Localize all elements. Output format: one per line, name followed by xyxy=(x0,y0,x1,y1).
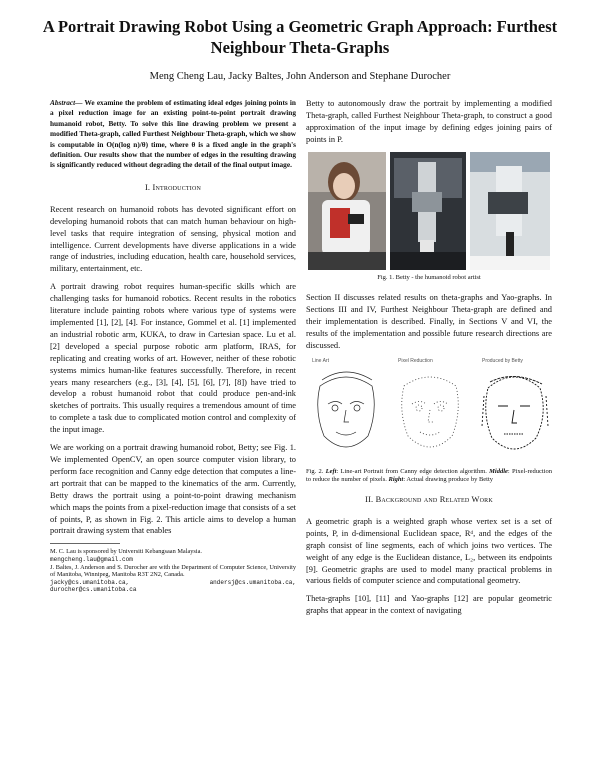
figure-2-middle-text: : Pixel-reduction to reduce the number of pixels. xyxy=(306,467,553,484)
figure-2-left-label: Left xyxy=(325,467,337,475)
intro-paragraph: Recent research on humanoid robots has devoted significant effort on developing humanoid robots that can match human behaviour on high-level tasks that require integration of sensing, physical motion and intelligence. Current developments have diverse applications in a wide range of industries, including education, health care, household services, military, entertainment, etc. xyxy=(50,204,296,274)
paper-title: A Portrait Drawing Robot Using a Geometric Graph Approach: Furthest Neighbour Theta-Graphs xyxy=(42,17,558,57)
line-art-portrait xyxy=(318,372,375,447)
portrait-drawings xyxy=(306,366,552,462)
drawing-label-produced-by-betty: Produced by Betty xyxy=(482,357,523,364)
author-list: Meng Cheng Lau, Jacky Baltes, John Anderson and Stephane Durocher xyxy=(149,71,451,82)
abstract xyxy=(50,98,296,171)
robot-photo-betty xyxy=(308,152,386,270)
right-column xyxy=(306,98,552,623)
drawing-label-pixel-reduction: Pixel Reduction xyxy=(398,357,433,364)
figure-1-caption: Fig. 1. Betty - the humanoid robot artist xyxy=(377,273,481,281)
figure-2-middle-label: Middle xyxy=(489,467,508,475)
pixel-reduction-portrait xyxy=(402,377,459,447)
robot-hand-photo xyxy=(470,152,550,270)
abstract-text: — We examine the problem of estimating ideal edges joining points in a pixel reduction image for an existing point-to-point portrait drawing humanoid robot, Betty. To solve this line drawing problem we present a modified Theta-graph, called Furthest Neighbour Theta-graph, which we show is computable in O(n(log n)/θ) time, where θ is a fixed angle in the graph's definition. Our results show that the number of edges in the resulting drawing is significantly reduced without degrading the detail of the final output image. xyxy=(50,98,296,170)
footnote-emails: jacky@cs.umanitoba.ca, andersj@cs.umanitoba.ca, durocher@cs.umanitoba.ca xyxy=(50,578,296,594)
drawing-label-line-art: Line Art xyxy=(312,357,329,364)
figure-2-caption xyxy=(306,468,552,485)
intro-paragraph: We are working on a portrait drawing humanoid robot, Betty; see Fig. 1. We implemented OpenCV, an open source computer vision library, to perform face recognition and Canny edge detection that computes a line-art portrait that can be mapped to the kinematics of the arm. Currently, Betty draws the portrait using a point-to-point drawing mechanism which maps the points from a pixel-reduction image that consists of a set of points, P, as shown in Fig. 2. This article aims to develop a human portrait drawing system that enables xyxy=(50,443,296,536)
abstract-label: Abstract xyxy=(50,98,76,107)
intro-paragraph: A portrait drawing robot requires human-specific skills which are challenging tasks for humanoid robotics. Recent results in the robotics literature include painting robots where various type of systems were implemented [1], [2], [4]. For instance, Gommel et al. [1] implemented an industrial robotic arm, KUKA, to draw in Cartesian space. Lu et al. [2] developed a special purpose robotic arm platform, IRAS, for replicating and creating works of art. However, neither of these robotic systems mimics human-like features successfully. Therefore, in recent years many researchers (e.g., [3], [4], [5], [6], [7], [8]) have tried to develop a robust humanoid robot that could produce pen-and-ink sketches of portraits. This usually requires a tremendous amount of time to complete a task due to complicated motion control and complexity of the input image. xyxy=(50,282,296,435)
background-paragraph: A geometric graph is a weighted graph whose vertex set is a set of points, P, in d-dimensional Euclidean space, Rᵈ, and the edges of the graph consist of line segments, each of which joins two vertices. The weight of any edge is the Euclidean distance, L₂, between its endpoints [9]. Geometric graphs are used to model many practical problems in various fields of computer science and computational geometry. xyxy=(306,516,552,586)
paragraph-sections-overview: Section II discusses related results on theta-graphs and Yao-graphs. In Sections III and IV, Furthest Neighbour Theta-graph are defined and their implementation is described. Finally, in Sections V and VI, the results of the implementation and possible future research directions are discussed. xyxy=(306,293,552,350)
figure-2-right-text: : Actual drawing produce by Betty xyxy=(403,476,494,484)
section-heading-introduction: I. Introduction xyxy=(144,182,202,192)
footnote-affiliation: J. Baltes, J. Anderson and S. Durocher are with the Department of Computer Science, University of Manitoba, Winnipeg, Manitoba R3T 2N2, Canada. xyxy=(50,563,296,579)
robot-arm-photo xyxy=(390,152,466,270)
background-paragraph: Theta-graphs [10], [11] and Yao-graphs [12] are popular geometric graphs that appear in the context of navigating xyxy=(306,594,552,616)
figure-2-prefix: Fig. 2. xyxy=(306,467,324,475)
paragraph-continued: Betty to autonomously draw the portrait by implementing a modified Theta-graph, called Furthest Neighbour Theta-graph, to construct a good approximation of the input image by defining edges joining pairs of points in P. xyxy=(306,99,552,144)
left-column xyxy=(50,98,296,594)
section-heading-background: II. Background and Related Work xyxy=(365,494,493,504)
figure-2-drawings xyxy=(306,358,552,464)
footnote-sponsor: M. C. Lau is sponsored by Universiti Kebangsaan Malaysia. xyxy=(50,548,202,556)
footnote-rule xyxy=(50,543,120,544)
footnote-email: mengcheng.lau@gmail.com xyxy=(50,555,133,563)
betty-drawn-portrait xyxy=(482,376,548,449)
figure-1-photos xyxy=(306,152,552,270)
figure-2-left-text: : Line-art Portrait from Canny edge detection algorithm. xyxy=(336,467,487,475)
figure-2-right-label: Right xyxy=(388,476,404,484)
